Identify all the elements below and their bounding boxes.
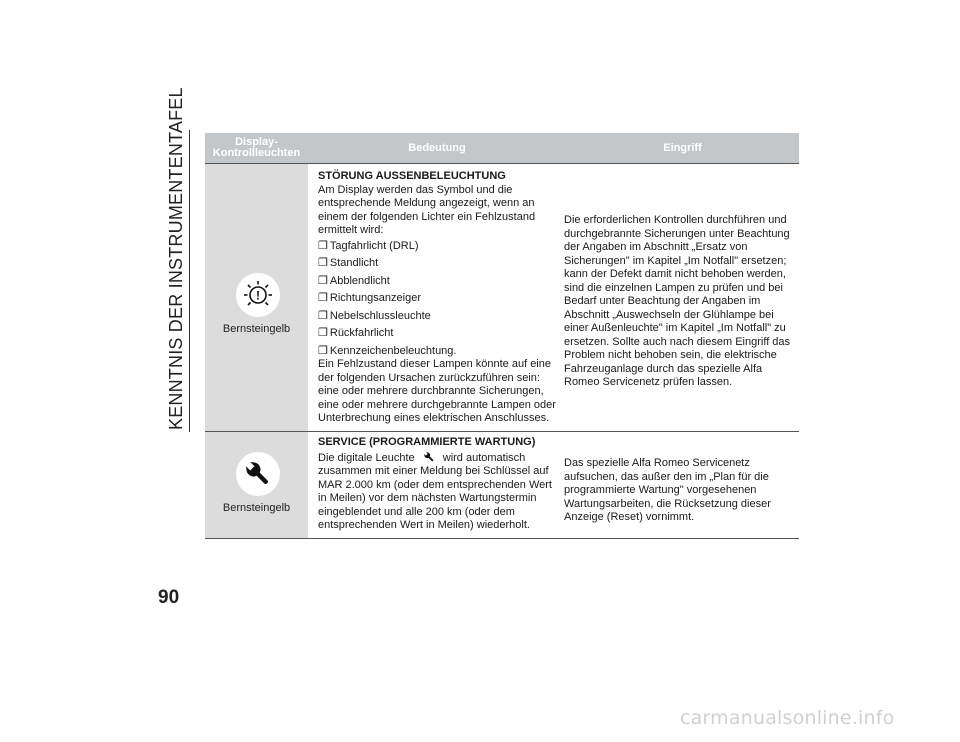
icon-badge (236, 452, 280, 496)
list-item: ❐ Tagfahrlicht (DRL) (318, 239, 419, 252)
header-line-1: Display- (235, 136, 278, 148)
header-action: Eingriff (663, 141, 702, 154)
chapter-rule (189, 130, 190, 432)
checkbox-bullet-icon: ❐ (318, 327, 328, 339)
checkbox-bullet-icon: ❐ (318, 292, 328, 304)
list-item: ❐ Richtungsanzeiger (318, 292, 421, 304)
warning-title: SERVICE (PROGRAMMIERTE WARTUNG) (318, 436, 536, 448)
wrench-icon (422, 450, 436, 464)
header-line-2: Kontrollleuchten (212, 147, 301, 159)
icon-color-label: Bernsteingelb (222, 323, 291, 335)
icon-cell (205, 432, 308, 538)
header-display-lights (205, 133, 308, 163)
table-row (205, 432, 799, 539)
icon-cell (205, 164, 308, 431)
meaning-cell (318, 170, 563, 426)
list-item: ❐ Nebelschlussleuchte (318, 309, 431, 322)
watermark: carmanualsonline.info (680, 707, 895, 729)
svg-text:!: ! (256, 288, 260, 303)
exterior-light-fault-icon (236, 273, 280, 317)
checkbox-bullet-icon: ❐ (318, 274, 328, 287)
list-item: ❐ Standlicht (318, 257, 379, 269)
checkbox-bullet-icon: ❐ (318, 257, 328, 269)
table-row (205, 164, 799, 432)
warning-outro: Ein Fehlzustand dieser Lampen könnte auf eine der folgenden Ursachen zurückzuführen sein: eine oder mehrere durchbrannte Sicherungen, eine oder mehrere durchgebrannte Lampen oder Unterbrechung eines elektrischen Anschlusses. (318, 358, 556, 424)
icon-badge (236, 273, 280, 317)
warning-intro: Am Display werden das Symbol und die entsprechende Meldung angezeigt, wenn an einem der folgenden Lichter ein Fehlzustand ermittelt wird: (318, 183, 536, 236)
list-item: ❐ Abblendlicht (318, 274, 390, 287)
checkbox-bullet-icon: ❐ (318, 344, 328, 357)
list-item: ❐ Kennzeichenbeleuchtung. (318, 344, 457, 357)
action-cell: Das spezielle Alfa Romeo Servicenetz aufsuchen, das außer den im „Plan für die programmierte Wartung" vorgesehenen Wartungsarbeiten, die Rücksetzung dieser Anzeige (Reset) vornimmt. (564, 457, 771, 523)
warning-lights-table (205, 133, 799, 539)
warning-title: STÖRUNG AUSSENBELEUCHTUNG (318, 170, 506, 182)
page-number: 90 (158, 587, 180, 608)
wrench-icon (236, 452, 280, 496)
chapter-title: KENNTNIS DER INSTRUMENTENTAFEL (166, 87, 186, 430)
header-meaning: Bedeutung (408, 141, 466, 154)
icon-color-label: Bernsteingelb (222, 502, 291, 514)
checkbox-bullet-icon: ❐ (318, 309, 328, 322)
action-cell: Die erforderlichen Kontrollen durchführen und durchgebrannte Sicherungen unter Beachtung der Angaben im Abschnitt „Ersatz von Sicherungen" im Kapitel „Im Notfall" ersetzen; kann der Defekt damit nicht behoben werden, sind die einzelnen Lampen zu prüfen und bei Bedarf unter Beachtung der Angaben im Abschnitt „Auswechseln der Glühlampe bei einer Außenleuchte" im Kapitel „Im Notfall" zu ersetzen. Sollte auch nach diesem Eingriff das Problem nicht behoben sein, die elektrische Fahrzeuganlage durch das spezielle Alfa Romeo Servicenetz prüfen lassen. (564, 214, 791, 388)
meaning-cell (318, 436, 563, 533)
list-item: ❐ Rückfahrlicht (318, 327, 394, 339)
checkbox-bullet-icon: ❐ (318, 239, 328, 252)
table-header (205, 133, 799, 164)
warning-description: Die digitale Leuchte wird automatisch zusammen mit einer Meldung bei Schlüssel auf MAR 2.000 km (oder dem entsprechenden Wert in Meilen) vor dem nächsten Wartungstermin eingeblendet und alle 200 km (oder dem entsprechenden Wert in Meilen) wiederholt. (318, 451, 552, 531)
